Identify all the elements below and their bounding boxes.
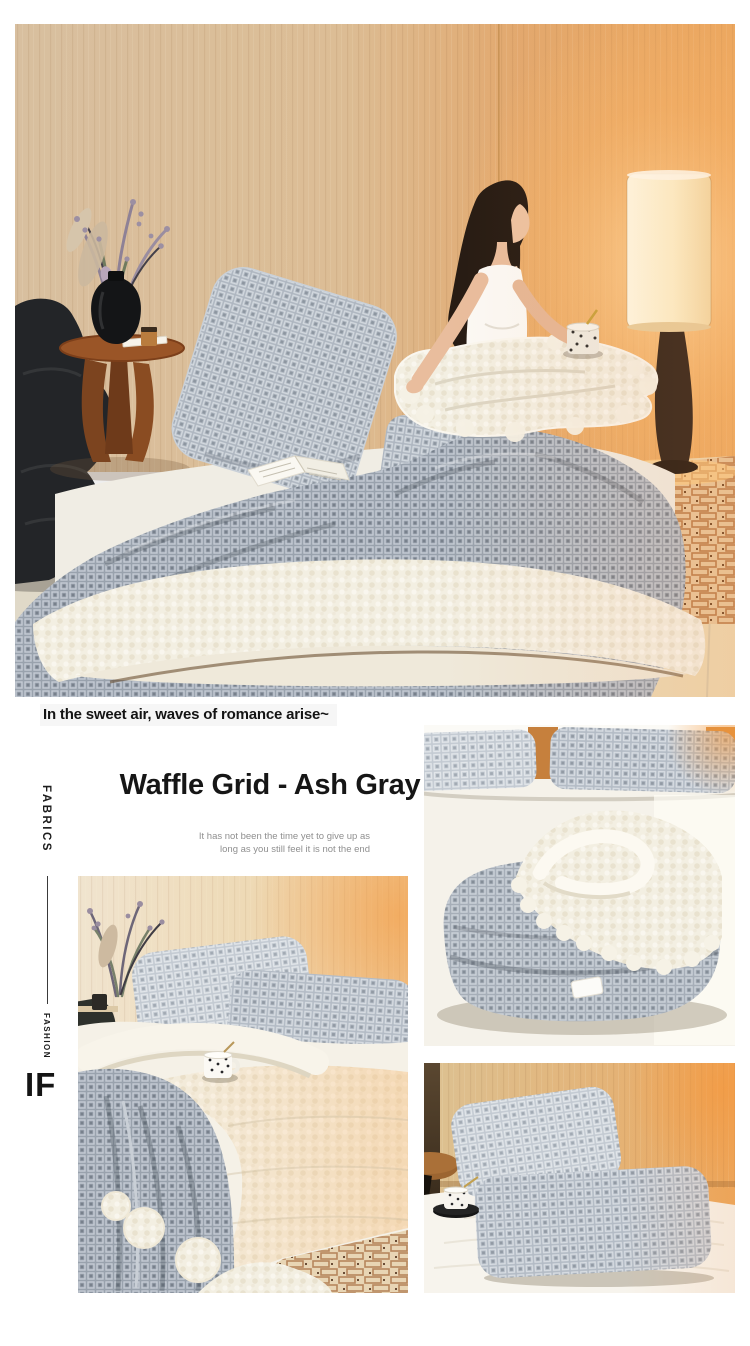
hero-photo — [15, 24, 735, 697]
tagline: In the sweet air, waves of romance arise~ — [40, 704, 337, 726]
candle-jar — [141, 327, 157, 346]
rail-label-fashion: FASHION — [42, 1013, 51, 1060]
subtitle — [70, 830, 370, 856]
subtitle-line-2: long as you still feel it is not the end — [220, 844, 370, 855]
brand-logo: IF — [25, 1066, 57, 1103]
pillow-pair-photo — [424, 1063, 735, 1293]
small-candle — [92, 994, 107, 1010]
folded-blanket-photo — [424, 725, 735, 1046]
warm-light-overlay — [445, 24, 735, 697]
page-title: Waffle Grid - Ash Gray — [119, 769, 421, 801]
bed-mug-photo — [78, 876, 408, 1293]
subtitle-line-1: It has not been the time yet to give up as — [198, 831, 370, 842]
rail-label-fabrics: FABRICS — [40, 785, 52, 853]
rail-divider-line — [47, 876, 48, 1004]
